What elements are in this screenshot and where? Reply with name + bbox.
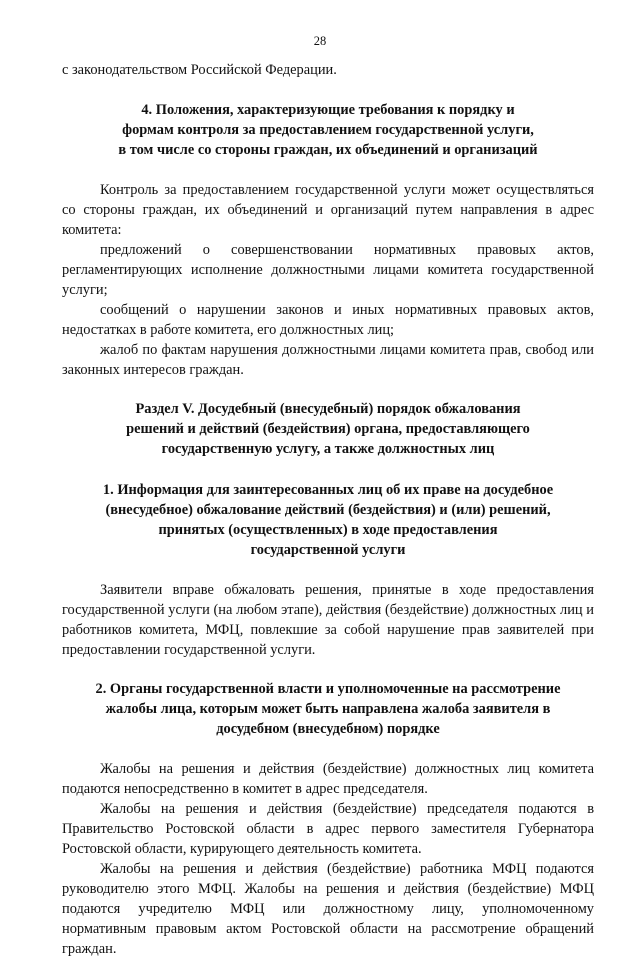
section-4-heading bbox=[62, 100, 594, 160]
heading-line: 1. Информация для заинтересованных лиц об их праве на досудебное bbox=[102, 482, 554, 498]
paragraph: предложений о совершенствовании нормативных правовых актов, регламентирующих исполнение должностными лицами комитета государственной услуги; bbox=[62, 242, 594, 298]
paragraph: жалоб по фактам нарушения должностными лицами комитета прав, свобод или законных интересов граждан. bbox=[62, 342, 594, 378]
section-5-heading bbox=[62, 399, 594, 459]
subsection-1-heading bbox=[62, 480, 594, 560]
heading-line: в том числе со стороны граждан, их объединений и организаций bbox=[118, 142, 538, 158]
paragraph: Жалобы на решения и действия (бездействие) должностных лиц комитета подаются непосредственно в комитет в адрес председателя. bbox=[62, 761, 594, 797]
paragraph: Контроль за предоставлением государственной услуги может осуществляться со стороны граждан, их объединений и организаций путем направления в адрес комитета: bbox=[62, 182, 594, 238]
paragraph: Жалобы на решения и действия (бездействие) работника МФЦ подаются руководителю этого МФЦ. Жалобы на решения и действия (бездействие) МФЦ подаются учредителю МФЦ или должностному лицу, уполномоченному нормативным правовым актом Ростовской области на рассмотрение обращений граждан. bbox=[62, 861, 594, 957]
heading-line: досудебном (внесудебном) порядке bbox=[216, 721, 440, 737]
heading-line: Раздел V. Досудебный (внесудебный) порядок обжалования bbox=[135, 401, 521, 417]
intro-line: с законодательством Российской Федерации. bbox=[62, 62, 337, 78]
page-number: 28 bbox=[313, 34, 327, 48]
heading-line: 4. Положения, характеризующие требования к порядку и bbox=[141, 102, 515, 118]
heading-line: государственной услуги bbox=[250, 542, 406, 558]
heading-line: формам контроля за предоставлением государственной услуги, bbox=[122, 122, 534, 138]
heading-line: жалобы лица, которым может быть направлена жалоба заявителя в bbox=[105, 701, 551, 717]
heading-line: решений и действий (бездействия) органа, предоставляющего bbox=[126, 421, 530, 437]
subsection-1-body bbox=[62, 580, 594, 660]
heading-line: (внесудебное) обжалование действий (бездействия) и (или) решений, bbox=[105, 502, 551, 518]
section-4-body bbox=[62, 180, 594, 380]
subsection-2-heading bbox=[62, 679, 594, 739]
heading-line: 2. Органы государственной власти и уполномоченные на рассмотрение bbox=[95, 681, 561, 697]
paragraph: Заявители вправе обжаловать решения, принятые в ходе предоставления государственной услуги (на любом этапе), действия (бездействие) должностных лиц и работников комитета, МФЦ, повлекшие за собой нарушение прав заявителей при предоставлении государственной услуги. bbox=[62, 582, 594, 658]
heading-line: государственную услугу, а также должностных лиц bbox=[161, 441, 495, 457]
paragraph: сообщений о нарушении законов и иных нормативных правовых актов, недостатках в работе комитета, его должностных лиц; bbox=[62, 302, 594, 338]
subsection-2-body bbox=[62, 759, 594, 959]
page-content bbox=[62, 60, 594, 959]
paragraph: Жалобы на решения и действия (бездействие) председателя подаются в Правительство Ростовской области в адрес первого заместителя Губернатора Ростовской области, курирующего деятельность комитета. bbox=[62, 801, 594, 857]
heading-line: принятых (осуществленных) в ходе предоставления bbox=[158, 522, 498, 538]
